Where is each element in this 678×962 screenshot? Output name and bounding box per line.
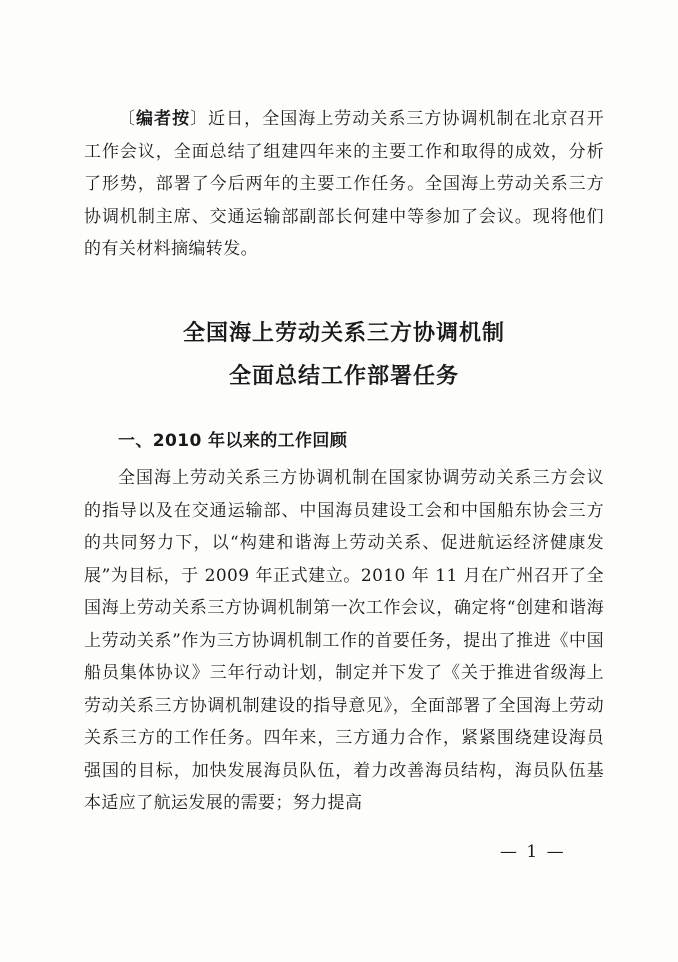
editor-note-label: 编者按 [136, 109, 191, 129]
section-heading: 一、2010 年以来的工作回顾 [118, 431, 348, 451]
document-title-line-1: 全国海上劳动关系三方协调机制 [182, 320, 505, 346]
editor-note-text: 近日，全国海上劳动关系三方协调机制在北京召开工作会议，全面总结了组建四年来的主要工作和取得的成效，分析了形势，部署了今后两年的主要工作任务。全国海上劳动关系三方协调机制主席、交通运输部副部长何建中等参加了会议。现将他们的有关材料摘编转发。 [84, 109, 605, 259]
section-paragraph: 全国海上劳动关系三方协调机制在国家协调劳动关系三方会议的指导以及在交通运输部、中国海员建设工会和中国船东协会三方的共同努力下，以“构建和谐海上劳动关系、促进航运经济健康发展”为目标，于 2009 年正式建立。2010 年 11 月在广州召开了全国海上劳动关系三方协调机制第一次工作会议，确定将“创建和谐海上劳动关系”作为三方协调机制工作的首要任务，提出了推进《中国船员集体协议》三年行动计划，制定并下发了《关于推进省级海上劳动关系三方协调机制建设的指导意见》，全面部署了全国海上劳动关系三方的工作任务。四年来，三方通力合作，紧紧围绕建设海员强国的目标，加快发展海员队伍，着力改善海员结构，海员队伍基本适应了航运发展的需要；努力提高 [84, 468, 604, 813]
page-number: — 1 — [500, 842, 566, 862]
editor-note [84, 103, 604, 266]
document-title-line-2: 全面总结工作部署任务 [228, 363, 459, 389]
editor-note-close-bracket: 〕 [190, 109, 209, 129]
editor-note-open-bracket: 〔 [118, 109, 137, 129]
